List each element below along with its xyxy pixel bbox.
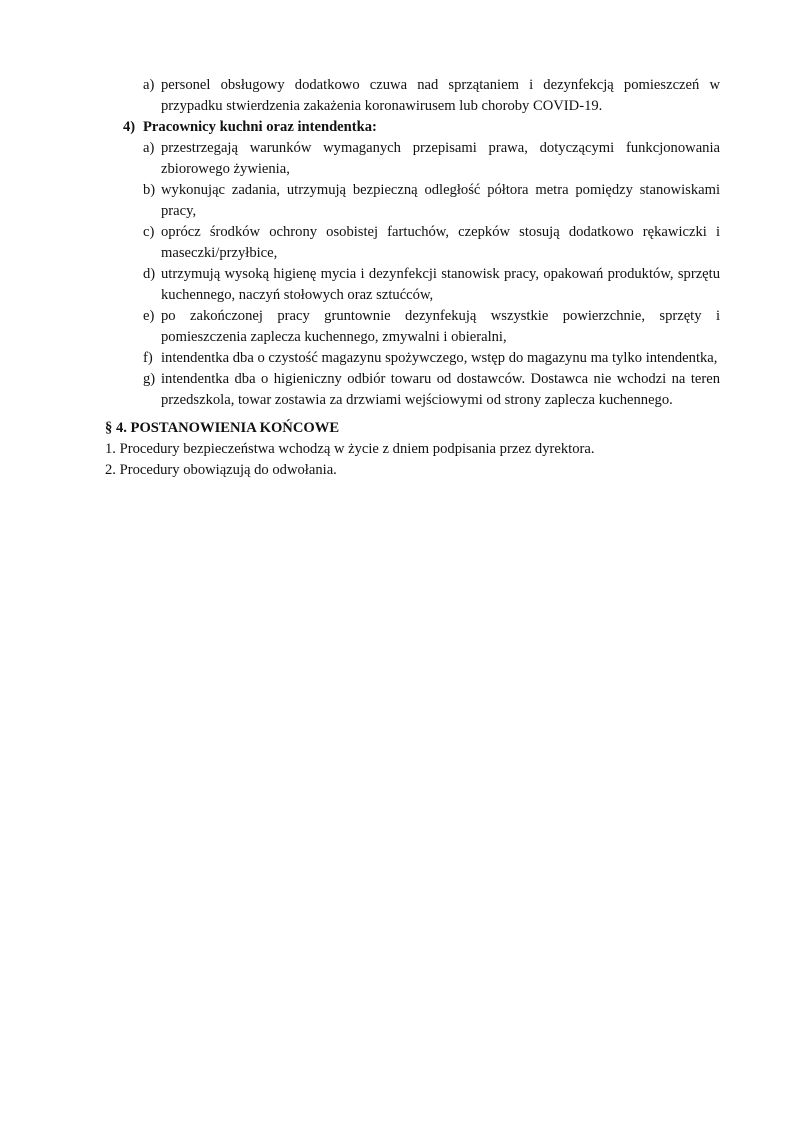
final-provision-item: 1. Procedury bezpieczeństwa wchodzą w życie z dniem podpisania przez dyrektora. [105,441,595,457]
section-number: 4) [123,119,136,135]
list-item-label: a) [143,140,155,156]
list-item-label: b) [143,182,156,198]
list-item [143,222,720,264]
list-item-text: intendentka dba o higieniczny odbiór towaru od dostawców. Dostawca nie wchodzi na teren przedszkola, towar zostawia za drzwiami wejściowymi od strony zaplecza kuchennego. [161,371,720,408]
list-item-text: oprócz środków ochrony osobistej fartuchów, czepków stosują dodatkowo rękawiczki i maseczki/przyłbice, [161,224,720,261]
list-item [143,180,720,222]
list-item-label: d) [143,266,156,282]
section-heading-4 [123,117,720,138]
list-item-label: g) [143,371,156,387]
list-item [143,369,720,411]
list-item-label: e) [143,308,155,324]
final-provision-item: 2. Procedury obowiązują do odwołania. [105,462,337,478]
list-item-label: a) [143,77,155,93]
list-item-text: po zakończonej pracy gruntownie dezynfekują wszystkie powierzchnie, sprzęty i pomieszczenia zaplecza kuchennego, zmywalni i obieralni, [161,308,720,345]
list-item [143,75,720,117]
list-item [143,306,720,348]
final-provisions-heading: § 4. POSTANOWIENIA KOŃCOWE [105,420,340,436]
document-content [105,75,720,481]
list-item-text: utrzymują wysoką higienę mycia i dezynfekcji stanowisk pracy, opakowań produktów, sprzętu kuchennego, naczyń stołowych oraz sztućców, [161,266,720,303]
list-item-label: c) [143,224,155,240]
list-item [143,348,720,369]
list-item [143,138,720,180]
list-item-text: personel obsługowy dodatkowo czuwa nad sprzątaniem i dezynfekcją pomieszczeń w przypadku stwierdzenia zakażenia koronawirusem lub choroby COVID-19. [161,77,720,114]
list-item-label: f) [143,350,153,366]
list-item-text: intendentka dba o czystość magazynu spożywczego, wstęp do magazynu ma tylko intendentka, [161,350,718,366]
list-item-text: przestrzegają warunków wymaganych przepisami prawa, dotyczącymi funkcjonowania zbiorowego żywienia, [161,140,720,177]
section-title: Pracownicy kuchni oraz intendentka: [143,119,377,135]
list-item-text: wykonując zadania, utrzymują bezpieczną odległość półtora metra pomiędzy stanowiskami pracy, [161,182,720,219]
list-item [143,264,720,306]
